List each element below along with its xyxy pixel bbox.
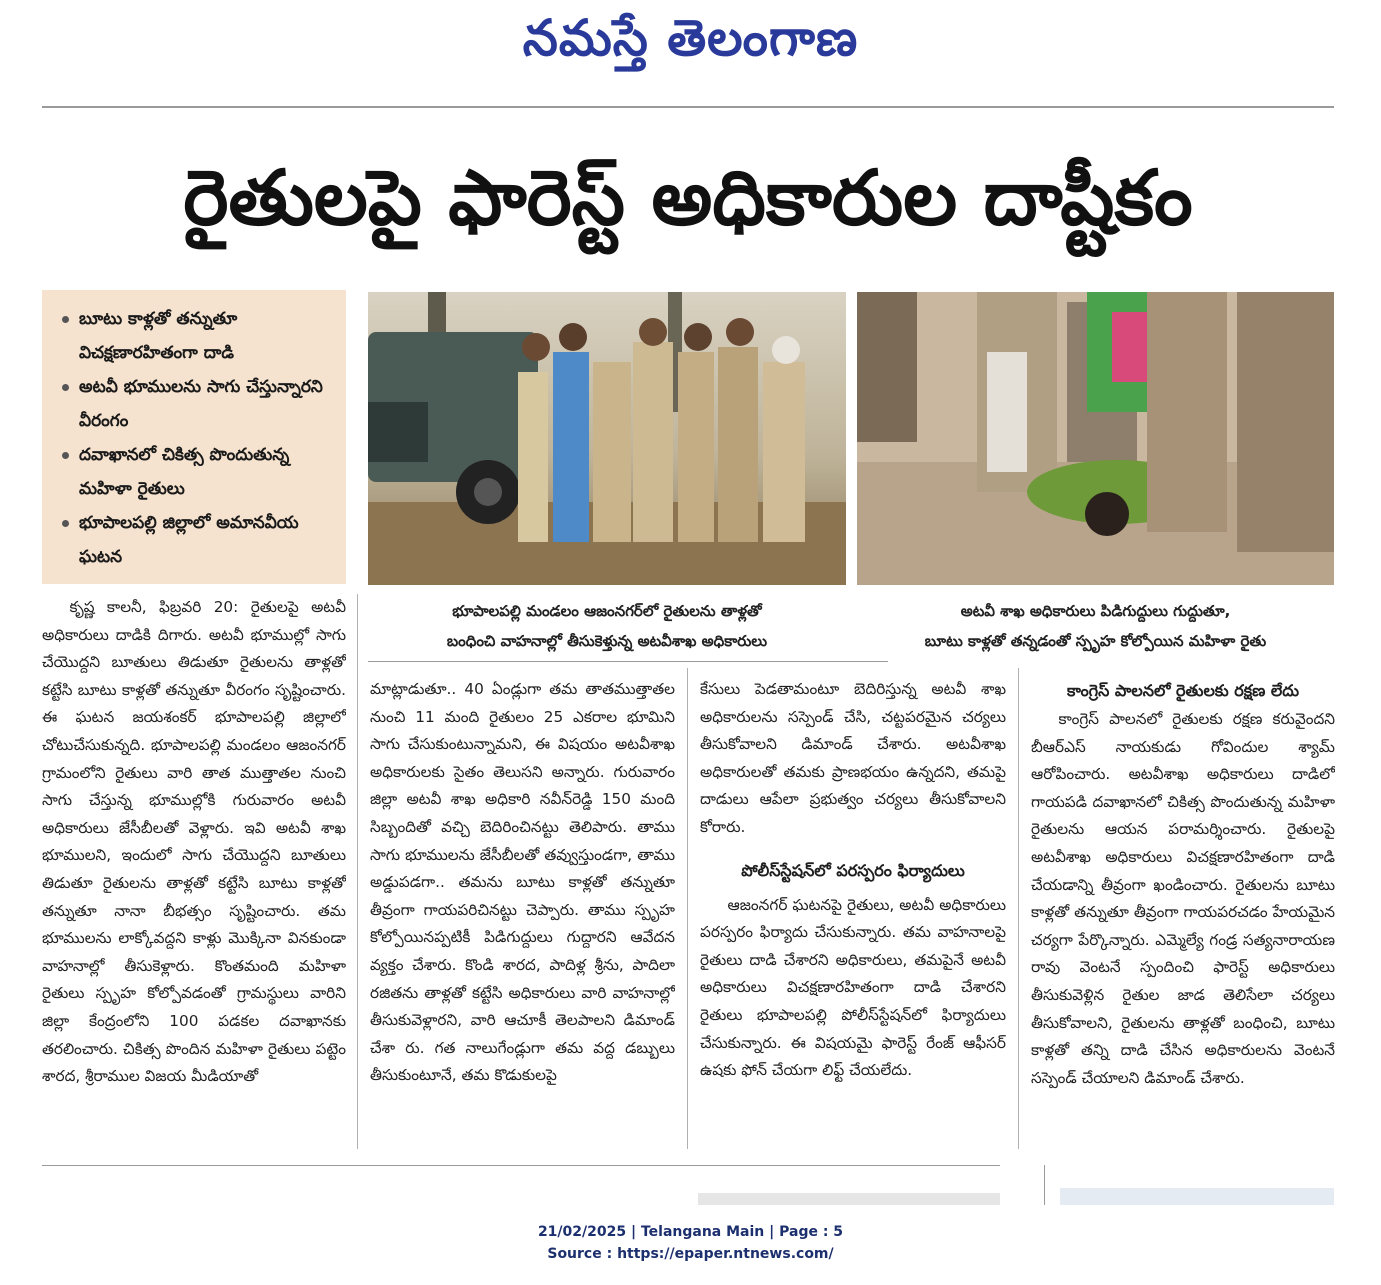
highlight-item: అటవీ భూములను సాగు చేస్తున్నారని వీరంగం [42,370,346,438]
footer-source: Source : https://epaper.ntnews.com/ [547,1246,834,1262]
bullet-icon [62,520,69,527]
bullet-icon [62,452,69,459]
column-divider [687,668,688,1149]
photo-woman-farmer [857,292,1334,585]
highlight-item: దవాఖానలో చికిత్స పొందుతున్న మహిళా రైతులు [42,438,346,506]
adjacent-article-edge [1060,1188,1334,1205]
photo-woman-farmer-image [857,292,1334,585]
article-column-1: కృష్ణ కాలనీ, ఫిబ్రవరి 20: రైతులపై అటవీ అధికారులు దాడికి దిగారు. అటవీ భూముల్లో సాగు చేయొద్దని బూతులు తిడుతూ రైతులను తాళ్లతో కట్టేసి బూటు కాళ్లతో తన్నుతూ వీరంగం సృష్టించారు. ఈ ఘటన జయశంకర్ భూపాలపల్లి జిల్లాలో చోటుచేసుకున్నది. భూపాలపల్లి మండలం ఆజంనగర్ గ్రామంలోని రైతులు వారి తాత ముత్తాతల నుంచి సాగు చేస్తున్న భూముల్లోకి గురువారం అటవీ అధికారులు జేసీబీలతో వెళ్లారు. ఇవి అటవీ శాఖ భూములని, ఇందులో సాగు చేయొద్దని బూతులు తిడుతూ రైతులను తాళ్లతో కట్టేసి బూటు కాళ్లతో తన్నుతూ నానా బీభత్సం సృష్టించారు. తమ భూములను లాక్కోవద్దని కాళ్లు మొక్కినా వినకుండా వాహనాల్లో తీసుకెళ్లారు. కొంతమంది మహిళా రైతులు స్పృహ కోల్పోవడంతో గ్రామస్థులు వారిని జిల్లా కేంద్రంలోని 100 పడకల దవాఖానకు తరలించారు. చికిత్స పొందిన మహిళా రైతులు పట్టెం శారద, శ్రీరాముల విజయ మీడియాతో [42,598,346,1086]
article-column-2: మాట్లాడుతూ.. 40 ఏండ్లుగా తమ తాతముత్తాతల నుంచి 11 మంది రైతులం 25 ఎకరాల భూమిని సాగు చేసుకుంటున్నామని, ఈ విషయం అటవీశాఖ అధికారులకు సైతం తెలుసని అన్నారు. గురువారం జిల్లా అటవీ శాఖ అధికారి నవీన్‌రెడ్డి 150 మంది సిబ్బందితో వచ్చి బెదిరించినట్టు తెలిపారు. తాము సాగు భూములను జేసీబీలతో తవ్వుస్తుండగా, తాము అడ్డుపడగా.. తమను బూటు కాళ్లతో తన్నుతూ తీవ్రంగా గాయపరిచినట్టు చెప్పారు. తాము స్పృహ కోల్పోయినప్పటికీ పిడిగుద్దులు గుద్దారని ఆవేదన వ్యక్తం చేశారు. కొండి శారద, పాదిళ్ల శ్రీను, పాదిలా రజితను తాళ్లతో కట్టేసి అధికారులు వారి వాహనాల్లో తీసుకువెళ్లారని, వారి ఆచూకీ తెలపాలని డిమాండ్ చేశా రు. గత నాలుగేండ్లుగా తమ వద్ద డబ్బులు తీసుకుంటూనే, తమ కొడుకులపై [370,680,675,1085]
photo-officials-arrest-image [368,292,846,585]
photo-caption-right: అటవీ శాఖ అధికారులు పిడిగుద్దులు గుద్దుతూ, బూటు కాళ్లతో తన్నడంతో స్పృహ కోల్పోయిన మహిళా రైతు [924,602,1267,650]
column-divider [1018,668,1019,1149]
headline: రైతులపై ఫారెస్ట్ అధికారుల దాష్టీకం [183,153,1193,242]
footer-date-page: 21/02/2025 | Telangana Main | Page : 5 [537,1224,844,1240]
subheading-police-complaints: పోలీస్‌స్టేషన్‌లో పరస్పరం ఫిర్యాదులు [741,860,965,880]
adjacent-article-divider [1044,1165,1045,1205]
subheading-congress-rule: కాంగ్రెస్ పాలనలో రైతులకు రక్షణ లేదు [1066,681,1300,700]
adjacent-article-edge [698,1193,1000,1205]
bullet-icon [62,384,69,391]
article-column-3: కేసులు పెడతామంటూ బెదిరిస్తున్న అటవీ శాఖ అధికారులను సస్పెండ్ చేసి, చట్టపరమైన చర్యలు తీసుకోవాలని డిమాండ్ చేశారు. అటవీశాఖ అధికారులతో తమకు ప్రాణభయం ఉన్నదని, తమపై దాడులు ఆపేలా ప్రభుత్వం చర్యలు తీసుకోవాలని కోరారు. పోలీస్‌స్టేషన్‌లో పరస్పరం ఫిర్యాదులు ఆజంనగర్ ఘటనపై రైతులు, అటవీ అధికారులు పరస్పరం ఫిర్యాదు చేసుకున్నారు. తమ వాహనాలపై రైతులు దాడి చేశారని అధికారులు, తమపైనే అటవీ అధికారులు విచక్షణారహితంగా దాడి చేశారని రైతులు భూపాలపల్లి పోలీస్‌స్టేషన్‌లో ఫిర్యాదులు చేసుకున్నారు. ఈ విషయమై ఫారెస్ట్ రేంజ్ ఆఫీసర్ ఉషకు ఫోన్ చేయగా లిఫ్ట్ చేయలేదు. [700,680,1006,1080]
photo-caption-left: భూపాలపల్లి మండలం ఆజంనగర్‌లో రైతులను తాళ్లతో బంధించి వాహనాల్లో తీసుకెళ్తున్న అటవీశాఖ అధికారులు [446,602,768,650]
masthead-divider [42,106,1334,108]
caption-divider [368,661,888,662]
photo-officials-arrest [368,292,846,585]
bottom-rule [42,1165,1000,1166]
article-column-4: కాంగ్రెస్ పాలనలో రైతులకు రక్షణ లేదు కాంగ్రెస్ పాలనలో రైతులకు రక్షణ కరువైందని బీఆర్‌ఎస్ నాయకుడు గోవిందుల శ్యామ్ ఆరోపించారు. అటవీశాఖ అధికారులు దాడిలో గాయపడి దవాఖానలో చికిత్స పొందుతున్న మహిళా రైతులను ఆయన పరామర్శించారు. రైతులపై అటవీశాఖ అధికారులు విచక్షణారహితంగా దాడి చేయడాన్ని తీవ్రంగా ఖండించారు. రైతులను బూటు కాళ్లతో తన్నుతూ తీవ్రంగా గాయపరచడం హేయమైన చర్యగా పేర్కొన్నారు. ఎమ్మెల్యే గండ్ర సత్యనారాయణ రావు వెంటనే స్పందించి ఫారెస్ట్ అధికారులు తీసుకువెళ్లిన రైతుల జాడ తెలిసేలా చర్యలు తీసుకోవాలని, రైతులను తాళ్లతో బంధించి, బూటు కాళ్లతో తన్ని దాడి చేసిన అధికారులను వెంటనే సస్పెండ్ చేయాలని డిమాండ్ చేశారు. [1031,676,1335,1146]
column-divider [357,594,358,1149]
masthead-logo: నమస్తే తెలంగాణ [522,8,859,67]
bullet-icon [62,316,69,323]
highlights-box [42,290,346,584]
highlight-item: భూపాలపల్లి జిల్లాలో అమానవీయ ఘటన [42,506,346,574]
highlight-item: బూటు కాళ్లతో తన్నుతూ విచక్షణారహితంగా దాడి [42,302,346,370]
